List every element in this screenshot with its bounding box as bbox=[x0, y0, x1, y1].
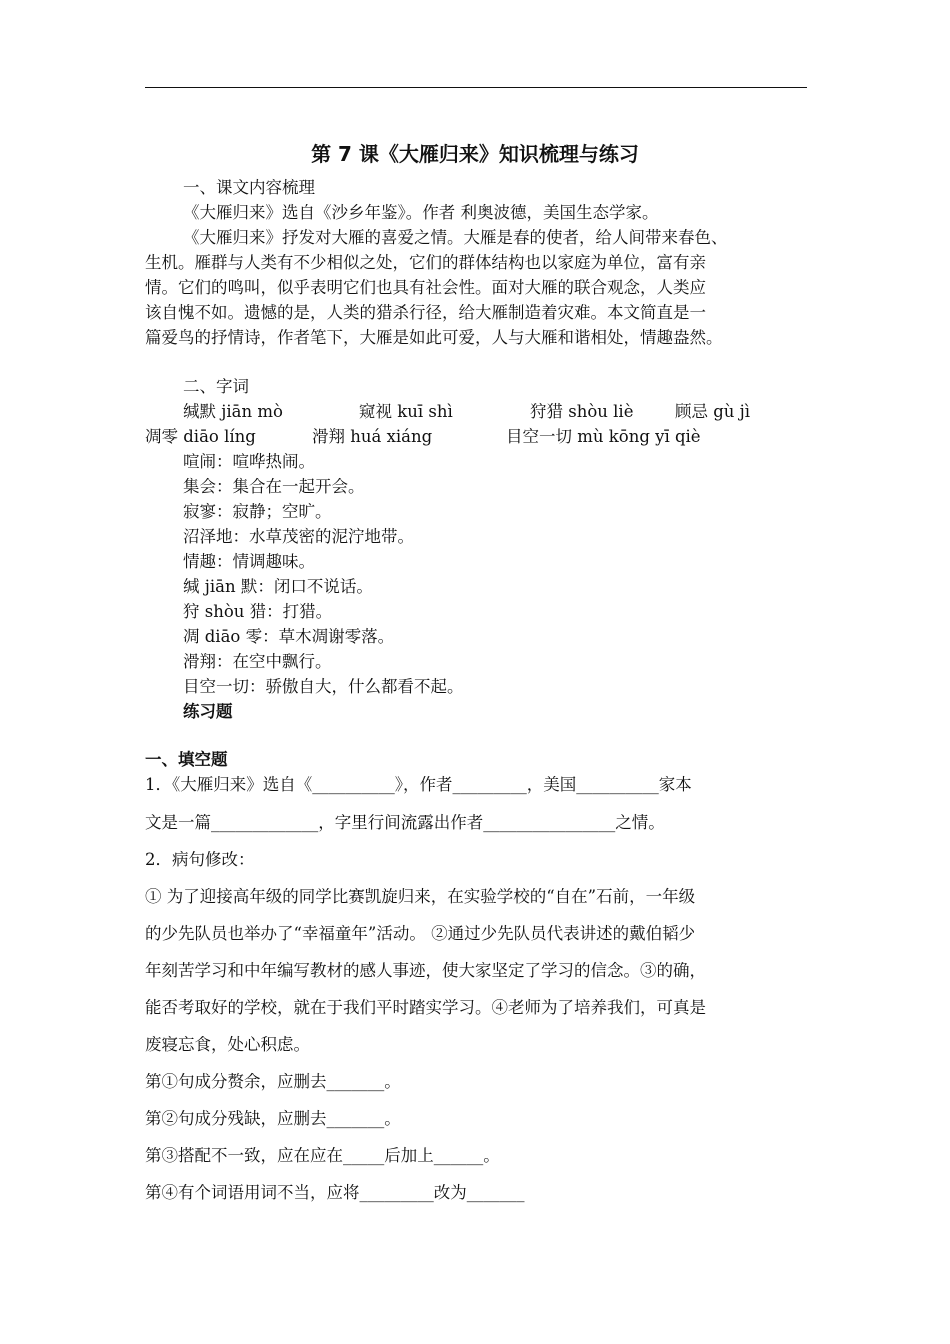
question-line: ① 为了迎接高年级的同学比赛凯旋归来，在实验学校的“自在”石前，一年级 bbox=[145, 887, 696, 906]
definition: 沼泽地：水草茂密的泥泞地带。 bbox=[183, 527, 414, 546]
definition: 凋 diāo 零：草木凋谢零落。 bbox=[183, 627, 395, 646]
pinyin-word: 凋零 diāo líng bbox=[145, 427, 256, 446]
answer-line: 第④有个词语用词不当，应将_________改为_______ bbox=[145, 1183, 525, 1202]
question-line: 的少先队员也举办了“幸福童年”活动。 ②通过少先队员代表讲述的戴伯韬少 bbox=[145, 924, 696, 943]
pinyin-word: 缄默 jiān mò bbox=[183, 402, 283, 421]
definition: 缄 jiān 默：闭口不说话。 bbox=[183, 577, 373, 596]
summary-line: 篇爱鸟的抒情诗，作者笔下，大雁是如此可爱，人与大雁和谐相处，情趣盎然。 bbox=[145, 328, 723, 347]
summary-line: 情。它们的鸣叫，似乎表明它们也具有社会性。面对大雁的联合观念，人类应 bbox=[145, 278, 706, 297]
question-line: 文是一篇_____________，字里行间流露出作者________________之情。 bbox=[145, 813, 665, 832]
question-line: 1．《大雁归来》选自《__________》，作者_________，美国__________家本 bbox=[145, 775, 692, 794]
pinyin-word: 窥视 kuī shì bbox=[359, 402, 453, 421]
pinyin-word: 狩猎 shòu liè bbox=[530, 402, 634, 421]
source-line: 《大雁归来》选自《沙乡年鉴》。作者 利奥波德，美国生态学家。 bbox=[183, 203, 659, 222]
question-line: 废寝忘食，处心积虑。 bbox=[145, 1035, 310, 1054]
pinyin-word: 滑翔 huá xiáng bbox=[312, 427, 433, 446]
definition: 狩 shòu 猎：打猎。 bbox=[183, 602, 333, 621]
definition: 集会：集合在一起开会。 bbox=[183, 477, 365, 496]
question-line: 年刻苦学习和中年编写教材的感人事迹，使大家坚定了学习的信念。③的确， bbox=[145, 961, 706, 980]
definition: 寂寥：寂静；空旷。 bbox=[183, 502, 332, 521]
definition: 情趣：情调趣味。 bbox=[183, 552, 315, 571]
question-line: 能否考取好的学校，就在于我们平时踏实学习。④老师为了培养我们，可真是 bbox=[145, 998, 706, 1017]
definition: 目空一切：骄傲自大，什么都看不起。 bbox=[183, 677, 464, 696]
definition: 喧闹：喧哗热闹。 bbox=[183, 452, 315, 471]
exercise-label: 练习题 bbox=[183, 702, 233, 721]
question-label: 2．病句修改： bbox=[145, 850, 255, 869]
answer-line: 第①句成分赘余，应删去_______。 bbox=[145, 1072, 401, 1091]
pinyin-word: 目空一切 mù kōng yī qiè bbox=[506, 427, 701, 446]
summary-line: 生机。雁群与人类有不少相似之处，它们的群体结构也以家庭为单位，富有亲 bbox=[145, 253, 706, 272]
page-title: 第 7 课《大雁归来》知识梳理与练习 bbox=[311, 142, 639, 166]
answer-line: 第②句成分残缺，应删去_______。 bbox=[145, 1109, 401, 1128]
exercise-heading: 一、填空题 bbox=[145, 750, 228, 769]
definition: 滑翔：在空中飘行。 bbox=[183, 652, 332, 671]
pinyin-word: 顾忌 gù jì bbox=[675, 402, 751, 421]
summary-line: 该自愧不如。遗憾的是，人类的猎杀行径，给大雁制造着灾难。本文简直是一 bbox=[145, 303, 706, 322]
header-rule bbox=[145, 87, 807, 88]
answer-line: 第③搭配不一致，应在应在_____后加上______。 bbox=[145, 1146, 500, 1165]
summary-line: 《大雁归来》抒发对大雁的喜爱之情。大雁是春的使者，给人间带来春色、 bbox=[183, 228, 728, 247]
section-heading: 二、字词 bbox=[183, 377, 249, 396]
section-heading: 一、课文内容梳理 bbox=[183, 178, 315, 197]
